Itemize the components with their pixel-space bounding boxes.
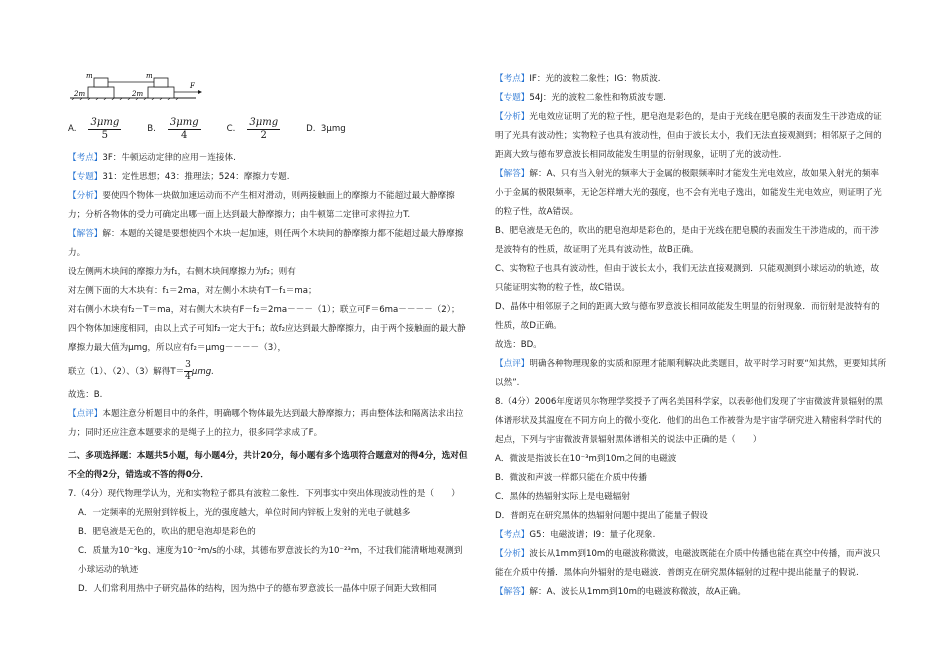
fenxi2-paragraph: 【分析】波长从1mm到10m的电磁波称微波，电磁波既能在介质中传播也能在真空中传播，而声波只能在介质中传播．黑体向外辐射的是电磁波．普朗克在研究黑体辐射的过程中提出能量子的假说. xyxy=(495,549,881,578)
right-column xyxy=(495,70,887,602)
solution-c: C、实物粒子也具有波动性，但由于波长太小，我们无法直接观测到．只能观测到小球运动的轨迹，故只能证明实物的粒子性，故C错误。 xyxy=(495,264,880,293)
q7-option-a: A．一定频率的光照射到锌板上，光的强度越大，单位时间内锌板上发射的光电子就越多 xyxy=(78,508,411,518)
label-2m-right: 2m xyxy=(132,90,144,98)
zhuanti-line: 【专题】31：定性思想；43：推理法；524：摩擦力专题. xyxy=(68,172,290,182)
force-arrowhead xyxy=(198,90,202,94)
option-d: D. 3μmg xyxy=(306,123,346,134)
kaodian-line: 【考点】IF：光的波粒二象性；IG：物质波. xyxy=(495,74,661,84)
blocks-diagram xyxy=(68,70,208,100)
solution-line-3: 对右侧小木块有f₂－T＝ma，对右侧大木块有F－f₂＝2ma－－－（1）；联立可F＝6ma－－－－（2）； xyxy=(68,305,460,315)
big-block-right xyxy=(148,87,174,98)
solution-d: D、晶体中相邻原子之间的距离大致与德布罗意波长相同故能发生明显的衍射现象．而衍射是波特有的性质，故D正确。 xyxy=(495,302,880,331)
left-column xyxy=(68,109,468,599)
option-b: B. $\frac{\text{3μmg}}{4}$ xyxy=(147,116,199,141)
q7-option-d: D．人们常利用热中子研究晶体的结构，因为热中子的德布罗意波长一晶体中原子间距大致相同 xyxy=(78,584,437,594)
section-heading: 二、多项选择题：本题共5小题，每小题4分，共计20分，每小题有多个选项符合题意对的得4分，选对但不全的得2分，错选或不答的得0分． xyxy=(68,451,468,480)
label-F: F xyxy=(190,82,195,90)
big-block-left xyxy=(88,87,114,98)
q8-option-d: D．普朗克在研究黑体的热辐射问题中提出了能量子假设 xyxy=(495,511,708,521)
kaodian2-line: 【考点】G5：电磁波谱；I9：量子化现象. xyxy=(495,530,656,540)
q8-option-c: C．黑体的热辐射实际上是电磁辐射 xyxy=(495,492,630,502)
small-block-left xyxy=(94,78,108,87)
jieda-paragraph: 【解答】解：A、只有当入射光的频率大于金属的极限频率时才能发生光电效应，故如果入射光的频率小于金属的极限频率，无论怎样增大光的强度，也不会有光电子逸出，如能发生光电效应，则证明了光的粒子性，故A错误。 xyxy=(495,169,882,217)
solution-b: B、肥皂液是无色的，吹出的肥皂泡却是彩色的，是由于光线在肥皂膜的表面发生干涉造成的，而干涉是波特有的性质，故证明了光具有波动性，故B正确。 xyxy=(495,226,880,255)
jieda-paragraph: 【解答】解：本题的关键是要想使四个木块一起加速，则任两个木块间的静摩擦力都不能超过最大静摩擦力。 xyxy=(68,229,464,258)
q8-option-a: A．微波是指波长在10⁻³m到10m之间的电磁波 xyxy=(495,454,677,464)
answer-choice: 故选：B. xyxy=(68,390,103,400)
answer-options xyxy=(68,109,468,149)
fenxi-paragraph: 【分析】光电效应证明了光的粒子性，肥皂泡是彩色的，是由于光线在肥皂膜的表面发生干涉造成的证明了光具有波动性；实物粒子也具有波动性，但由于波长太小，我们无法直接观测到；相邻原子之间的距离大致与德布罗意波长相同故能发生明显的衍射现象，证明了光的波动性. xyxy=(495,112,882,160)
solution-line-4: 四个物体加速度相同，由以上式子可知f₂一定大于f₁；故f₂应达到最大静摩擦力，由于两个接触面的最大静摩擦力最大值为μmg，所以应有f₂＝μmg－－－－（3）， xyxy=(68,324,466,353)
fenxi-paragraph: 【分析】要使四个物体一块做加速运动而不产生相对滑动，则两接触面上的摩擦力不能超过最大静摩擦力；分析各物体的受力可确定出哪一面上达到最大静摩擦力；由牛顿第二定律可求得拉力T. xyxy=(68,191,455,220)
small-block-right xyxy=(154,78,168,87)
dianping-paragraph: 【点评】本题注意分析题目中的条件，明确哪个物体最先达到最大静摩擦力；再由整体法和隔离法求出拉力；同时还应注意本题要求的是绳子上的拉力，很多同学求成了F。 xyxy=(68,409,464,438)
solution-result: 联立（1）、（2）、（3）解得T＝ $\frac{3}{4}$ μmg. xyxy=(68,360,214,382)
question-8: 8.（4分）2006年度诺贝尔物理学奖授予了两名美国科学家，以表彰他们发现了宇宙微波背景辐射的黑体谱形状及其温度在不同方向上的微小变化．他们的出色工作被誉为是宇宙学研究进入精密科学时代的起点，下列与宇宙微波背景辐射黑体谱相关的说法中正确的是（ ） xyxy=(495,397,883,445)
q7-option-b: B．肥皂液是无色的，吹出的肥皂泡却是彩色的 xyxy=(78,527,256,537)
solution-line-2: 对左侧下面的大木块有：f₁＝2ma，对左侧小木块有T－f₁＝ma； xyxy=(68,286,317,296)
option-c: C. $\frac{\text{3μmg}}{2}$ xyxy=(226,116,279,141)
option-a: A. $\frac{\text{3μmg}}{5}$ xyxy=(68,116,120,141)
q7-option-c: C．质量为10⁻³kg、速度为10⁻²m/s的小球，其德布罗意波长约为10⁻²³m，不过我们能清晰地观测到小球运动的轨迹 xyxy=(78,546,463,575)
solution-line-1: 设左侧两木块间的摩擦力为f₁，右侧木块间摩擦力为f₂；则有 xyxy=(68,267,296,277)
label-2m-left: 2m xyxy=(74,90,86,98)
question-7: 7.（4分）现代物理学认为，光和实物粒子都具有波粒二象性．下列事实中突出体现波动性的是（ ） xyxy=(68,489,460,499)
dianping-paragraph: 【点评】明确各种物理现象的实质和原理才能顺利解决此类题目，故平时学习时要“知其然，更要知其所以然”. xyxy=(495,359,887,388)
answer-choice: 故选：BD。 xyxy=(495,340,542,350)
zhuanti-line: 【专题】54J：光的波粒二象性和物质波专题. xyxy=(495,93,666,103)
label-m-right: m xyxy=(146,72,153,80)
jieda2-paragraph: 【解答】解：A、波长从1mm到10m的电磁波称微波，故A正确。 xyxy=(495,587,746,597)
label-m-left: m xyxy=(86,72,93,80)
q8-option-b: B．微波和声波一样都只能在介质中传播 xyxy=(495,473,647,483)
kaodian-line: 【考点】3F：牛顿运动定律的应用－连接体. xyxy=(68,153,236,163)
